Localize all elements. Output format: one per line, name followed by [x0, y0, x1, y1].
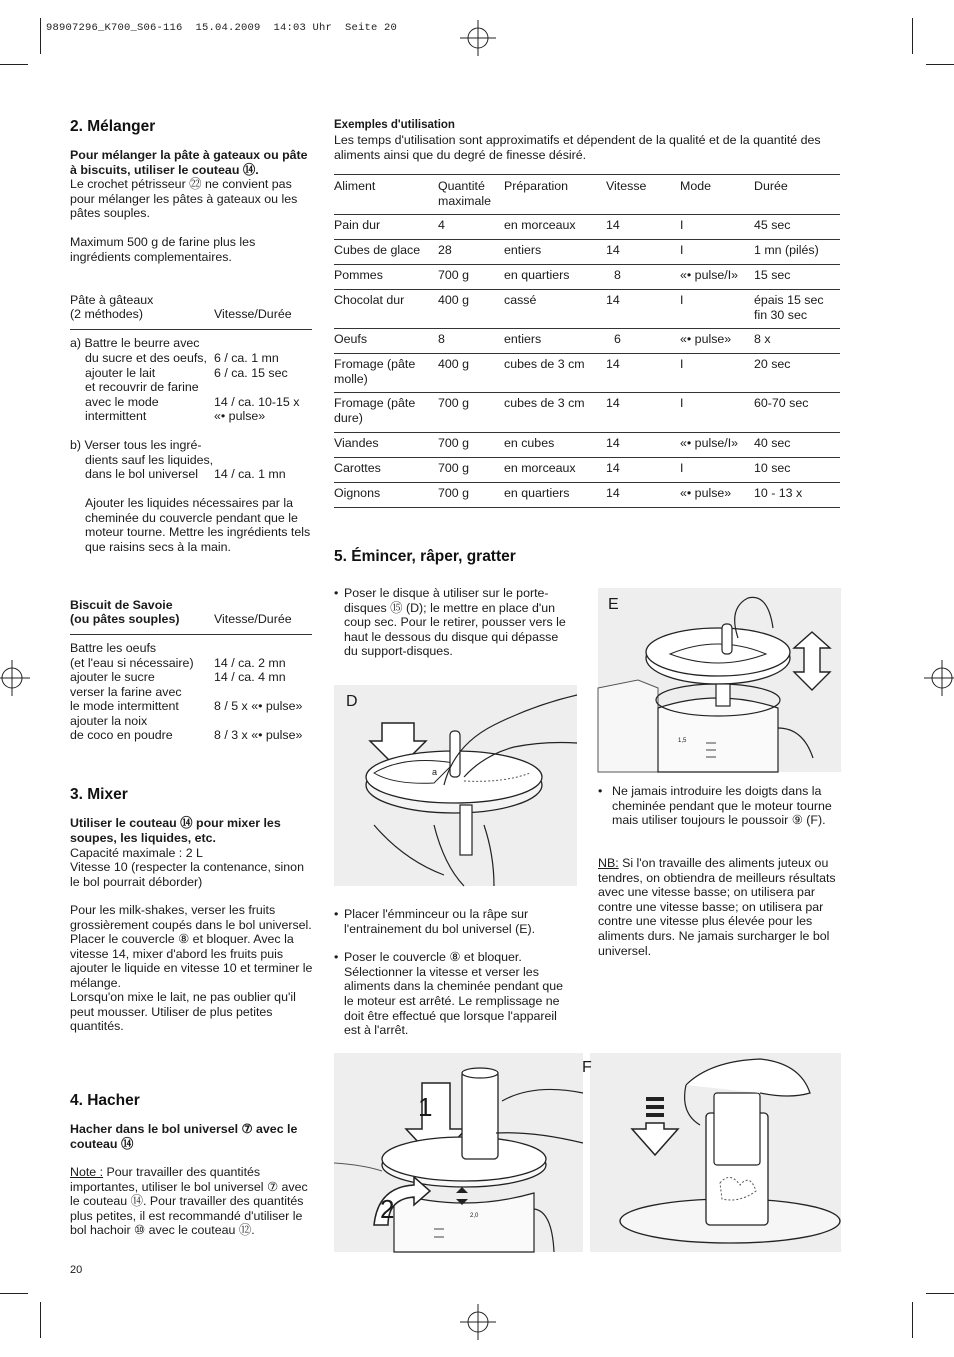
biscuit-head-2: (ou pâtes souples): [70, 612, 180, 626]
cake-a-val5: 14 / ca. 10-15 x: [214, 395, 300, 409]
cake-b-line3: dans le bol universel: [85, 467, 198, 481]
cake-head-rule: [70, 329, 312, 330]
biscuit-head-rule: [70, 634, 312, 635]
table-cell: 400 g: [438, 357, 470, 371]
figure-f-label: F: [582, 1059, 592, 1076]
biscuit-val5: 8 / 5 x «• pulse»: [214, 699, 303, 713]
cake-head-left-1: Pâte à gâteaux: [70, 293, 154, 307]
exemples-title: Exemples d'utilisation: [334, 119, 455, 131]
table-cell: cassé: [504, 293, 537, 307]
table-cell: 8: [438, 332, 445, 346]
table-cell: 14: [606, 396, 620, 410]
table-cell: 14: [606, 461, 620, 475]
table-cell: I: [680, 243, 684, 257]
table-cell: 14: [606, 293, 620, 307]
table-cell: cubes de 3 cm: [504, 396, 585, 410]
table-row-rule: [334, 328, 840, 329]
table-header-cell: Vitesse: [606, 179, 647, 193]
table-cell: Fromage (pâte molle): [334, 357, 416, 386]
section-title-melanger: 2. Mélanger: [70, 118, 156, 135]
print-header: 98907296_K700_S06-116 15.04.2009 14:03 Uhr Seite 20: [46, 22, 398, 34]
figure-d-drawing: [334, 685, 577, 886]
cake-b-line2: dients sauf les liquides,: [85, 453, 214, 467]
cake-a-val3: 6 / ca. 15 sec: [214, 366, 288, 380]
cake-a-line4: et recouvrir de farine: [85, 380, 199, 394]
table-header-cell: Durée: [754, 179, 788, 193]
exemples-text: Les temps d'utilisation sont approximatifs et dépendent de la qualité et de la quantité des aliments ainsi que du degré de finesse désiré.: [334, 133, 821, 162]
table-cell: Chocolat dur: [334, 293, 405, 307]
crop-mark: [40, 1302, 41, 1338]
table-cell: «• pulse»: [680, 332, 732, 346]
registration-mark-top: [460, 20, 496, 56]
table-row-rule: [334, 482, 840, 483]
table-row-rule: [334, 289, 840, 290]
cake-a-line3: ajouter le lait: [85, 366, 156, 380]
cake-a-line2: du sucre et des oeufs,: [85, 351, 207, 365]
table-cell: 8: [614, 268, 621, 282]
cake-a-line5: avec le mode: [85, 395, 159, 409]
mixer-bold: Utiliser le couteau ⑭ pour mixer les soupes, les liquides, etc.: [70, 816, 281, 845]
figure-e-label: E: [608, 596, 619, 613]
cake-a-val2: 6 / ca. 1 mn: [214, 351, 279, 365]
table-header-cell: Aliment: [334, 179, 376, 193]
crop-mark: [912, 1302, 913, 1338]
page-number: 20: [70, 1264, 83, 1276]
table-cell: en quartiers: [504, 268, 570, 282]
table-cell: 14: [606, 218, 620, 232]
hacher-note: [70, 1165, 312, 1238]
table-cell: Pommes: [334, 268, 383, 282]
biscuit-line5: le mode intermittent: [70, 699, 179, 713]
figure-e-scale-label: 1,5: [678, 738, 687, 744]
biscuit-val2: 14 / ca. 2 mn: [214, 656, 286, 670]
registration-mark-bottom: [460, 1304, 496, 1340]
figure-d-disc-letter: a: [432, 767, 438, 777]
table-cell: «• pulse/I»: [680, 268, 739, 282]
table-cell: 40 sec: [754, 436, 791, 450]
cake-head-left-2: (2 méthodes): [70, 307, 144, 321]
cake-a-val6: «• pulse»: [214, 409, 266, 423]
figure-f-left-drawing: [334, 1053, 583, 1252]
table-cell: I: [680, 461, 684, 475]
table-cell: 60-70 sec: [754, 396, 809, 410]
figure-f-scale-label: 2,0: [470, 1213, 479, 1219]
figure-f-step2: 2: [380, 1194, 395, 1224]
table-cell: Pain dur: [334, 218, 381, 232]
table-cell: en morceaux: [504, 461, 576, 475]
section-title-hacher: 4. Hacher: [70, 1092, 140, 1109]
biscuit-head-1: Biscuit de Savoie: [70, 598, 173, 612]
table-cell: 6: [614, 332, 621, 346]
mixer-text3: Pour les milk-shakes, verser les fruits grossièrement coupés dans le bol universel. Placer le couvercle ⑧ et bloquer. Avec la vitesse 14, mixer d'abord les fruits puis ajouter le liquide en vitesse 10 et terminer le mélange.: [70, 903, 313, 990]
emincer-bullets-1: [334, 586, 572, 659]
figure-e: [598, 588, 841, 772]
table-cell: I: [680, 357, 684, 371]
table-cell: Carottes: [334, 461, 381, 475]
biscuit-val7: 8 / 3 x «• pulse»: [214, 728, 303, 742]
table-cell: 700 g: [438, 486, 470, 500]
table-row-rule: [334, 432, 840, 433]
table-cell: Oeufs: [334, 332, 368, 346]
emincer-nb-label: NB:: [598, 856, 619, 870]
biscuit-line4: verser la farine avec: [70, 685, 182, 699]
table-cell: 700 g: [438, 461, 470, 475]
table-cell: 20 sec: [754, 357, 791, 371]
mixer-text2: Vitesse 10 (respecter la contenance, sinon le bol pourrait déborder): [70, 860, 304, 889]
biscuit-line6: ajouter la noix: [70, 714, 148, 728]
table-row-rule: [334, 507, 840, 508]
table-header-cell: Préparation: [504, 179, 569, 193]
table-cell: 1 mn (pilés): [754, 243, 819, 257]
table-cell: 4: [438, 218, 445, 232]
figure-f-left: [334, 1053, 583, 1252]
cake-b-line1: b) Verser tous les ingré-: [70, 438, 202, 452]
biscuit-line2: (et l'eau si nécessaire): [70, 656, 194, 670]
section-title-mixer: 3. Mixer: [70, 786, 128, 803]
table-cell: 10 - 13 x: [754, 486, 803, 500]
table-cell: 15 sec: [754, 268, 791, 282]
emincer-bullets-3: [598, 784, 840, 828]
biscuit-line7: de coco en poudre: [70, 728, 173, 742]
crop-mark: [40, 18, 41, 54]
crop-mark: [0, 64, 28, 65]
emincer-nb-text: Si l'on travaille des aliments juteux ou tendres, on obtiendra de meilleurs résultats avec une vitesse basse; on utilisera par contre une vitesse basse; on utilisera par contre une vitesse plus élevée pour les aliments durs. Ne jamais surcharger le bol universel.: [598, 856, 836, 958]
emincer-bullet-1: • Poser le disque à utiliser sur le porte-disques ⑮ (D); le mettre en place d'un coup sec. Pour le retirer, pousser vers le haut le dessous du disque qui dépasse du support-disques.: [334, 586, 572, 659]
biscuit-val3: 14 / ca. 4 mn: [214, 670, 286, 684]
cake-b-val3: 14 / ca. 1 mn: [214, 467, 286, 481]
crop-mark: [926, 64, 954, 65]
table-cell: cubes de 3 cm: [504, 357, 585, 371]
table-cell: 14: [606, 436, 620, 450]
table-row-rule: [334, 392, 840, 393]
table-cell: Cubes de glace: [334, 243, 421, 257]
table-cell: «• pulse»: [680, 486, 732, 500]
table-cell: 700 g: [438, 396, 470, 410]
crop-mark: [926, 1293, 954, 1294]
table-row-rule: [334, 239, 840, 240]
cake-a-line6: intermittent: [85, 409, 147, 423]
section-title-emincer: 5. Émincer, râper, gratter: [334, 548, 516, 565]
table-cell: Viandes: [334, 436, 379, 450]
biscuit-line3: ajouter le sucre: [70, 670, 155, 684]
table-row-rule: [334, 353, 840, 354]
mixer-text4: Lorsqu'on mixe le lait, ne pas oublier qu'il peut mousser. Utiliser de plus petites quantités.: [70, 990, 296, 1034]
table-cell: Oignons: [334, 486, 381, 500]
hacher-note-label: Note :: [70, 1165, 104, 1179]
registration-mark-left: [0, 660, 30, 696]
table-cell: 10 sec: [754, 461, 791, 475]
table-cell: en quartiers: [504, 486, 570, 500]
table-cell: 14: [606, 486, 620, 500]
figure-f-right: [582, 1053, 841, 1252]
melanger-max-text: Maximum 500 g de farine plus les ingrédients complementaires.: [70, 235, 256, 264]
table-cell: entiers: [504, 243, 542, 257]
melanger-intro-text: Le crochet pétrisseur ㉒ ne convient pas pour mélanger les pâtes à gateaux ou les pâtes souples.: [70, 177, 298, 221]
emincer-bullet-2: • Placer l'émminceur ou la râpe sur l'entrainement du bol universel (E).: [334, 907, 576, 936]
table-cell: I: [680, 293, 684, 307]
table-cell: en morceaux: [504, 218, 576, 232]
table-cell: 700 g: [438, 268, 470, 282]
table-row-rule: [334, 214, 840, 215]
figure-f-step1: 1: [418, 1092, 433, 1122]
crop-mark: [0, 1293, 28, 1294]
table-cell: «• pulse/I»: [680, 436, 739, 450]
table-row-rule: [334, 264, 840, 265]
emincer-bullet-3: • Poser le couvercle ⑧ et bloquer. Sélectionner la vitesse et verser les aliments dans la cheminée pendant que le moteur est arrêté. Le remplissage ne doit être effectué que lorsque l'appareil est à l'arrêt.: [334, 950, 576, 1038]
table-cell: I: [680, 396, 684, 410]
figure-f: [334, 1053, 841, 1252]
figure-d-label: D: [346, 693, 358, 710]
emincer-bullet-4: • Ne jamais introduire les doigts dans la cheminée pendant que le moteur tourne mais utiliser toujours le poussoir ⑨ (F).: [598, 784, 840, 828]
table-cell: 700 g: [438, 436, 470, 450]
hacher-bold: Hacher dans le bol universel ⑦ avec le couteau ⑭: [70, 1122, 298, 1151]
table-cell: épais 15 sec fin 30 sec: [754, 293, 824, 322]
cake-b-para: Ajouter les liquides nécessaires par la cheminée du couvercle pendant que le moteur tourne. Mettre les ingrédients tels que raisins secs à la main.: [85, 496, 311, 554]
table-row-rule: [334, 457, 840, 458]
cake-a-line1: a) Battre le beurre avec: [70, 336, 200, 350]
biscuit-line1: Battre les oeufs: [70, 641, 157, 655]
table-cell: 28: [438, 243, 452, 257]
figure-f-right-drawing: [590, 1053, 841, 1252]
table-cell: 400 g: [438, 293, 470, 307]
biscuit-head-right: Vitesse/Durée: [214, 612, 292, 626]
hacher-note-text: Pour travailler des quantités importantes, utiliser le bol universel ⑦ avec le couteau ⑭. Pour travailler des quantités plus petites, il est recommandé d'utiliser le bol hachoir ⑩ avec le couteau ⑫.: [70, 1165, 308, 1238]
table-cell: Fromage (pâte dure): [334, 396, 416, 425]
mixer-text1: Capacité maximale : 2 L: [70, 846, 203, 860]
table-cell: 14: [606, 357, 620, 371]
registration-mark-right: [924, 660, 954, 696]
table-cell: entiers: [504, 332, 542, 346]
melanger-intro-bold: Pour mélanger la pâte à gateaux ou pâte à biscuits, utiliser le couteau ⑭.: [70, 148, 308, 177]
emincer-nb: [598, 856, 840, 958]
table-header-cell: Mode: [680, 179, 711, 193]
table-cell: I: [680, 218, 684, 232]
figure-e-drawing: [598, 588, 841, 772]
table-top-rule: [334, 174, 840, 175]
crop-mark: [912, 18, 913, 54]
figure-d: [334, 685, 577, 886]
table-cell: 45 sec: [754, 218, 791, 232]
table-header-cell: Quantité maximale: [438, 179, 492, 208]
table-cell: 14: [606, 243, 620, 257]
emincer-bullets-2: [334, 907, 576, 1038]
cake-head-right: Vitesse/Durée: [214, 307, 292, 321]
table-cell: en cubes: [504, 436, 555, 450]
table-cell: 8 x: [754, 332, 771, 346]
